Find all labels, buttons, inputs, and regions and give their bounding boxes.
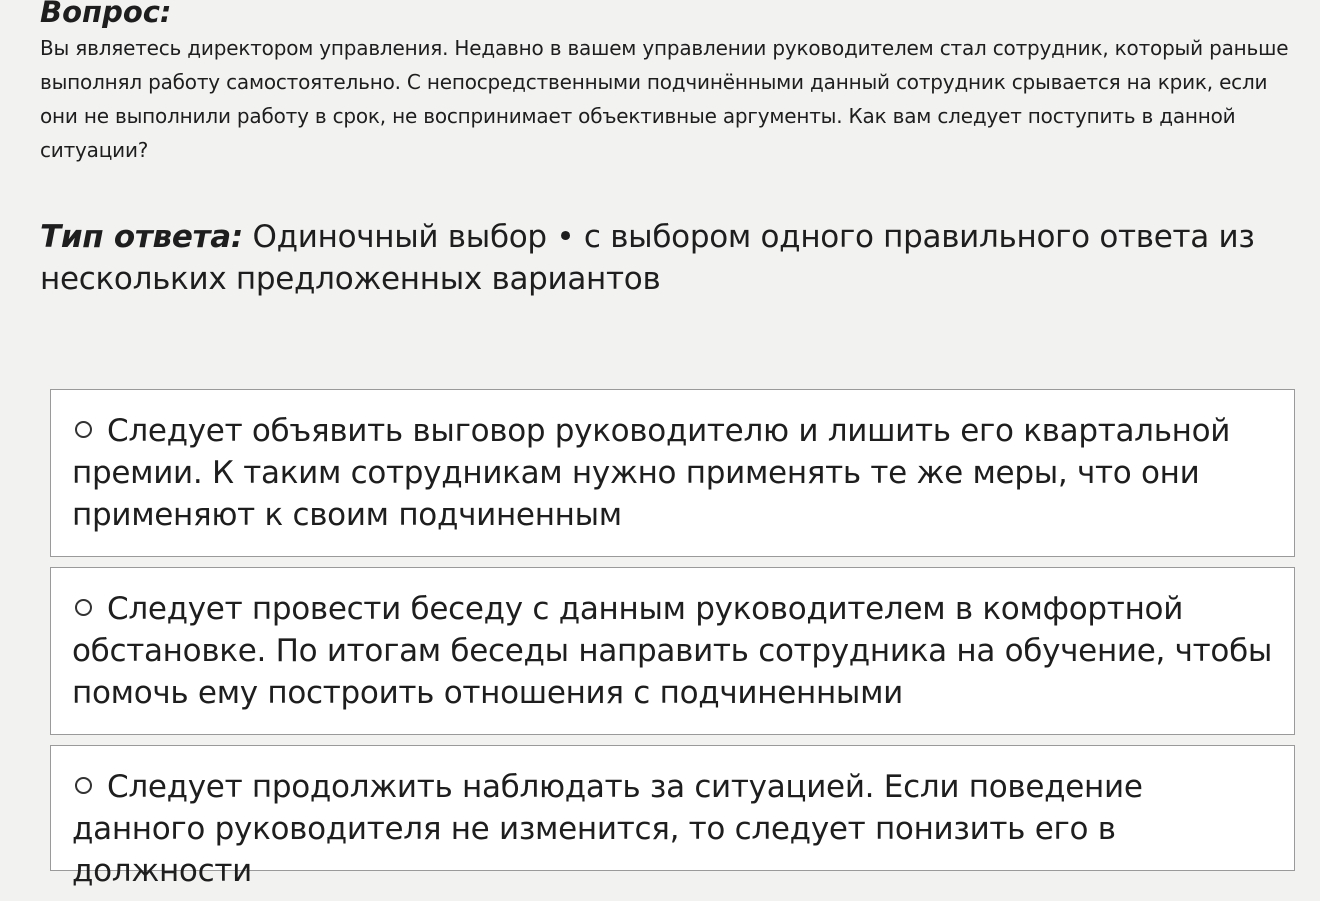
answer-option-2[interactable] — [50, 567, 1295, 735]
answer-type-value: Одиночный выбор • с выбором одного правильного ответа из нескольких предложенных вариантов — [40, 219, 1255, 297]
answer-type-label: Тип ответа: — [40, 219, 243, 255]
answer-option-text: Следует провести беседу с данным руководителем в комфортной обстановке. По итогам беседы направить сотрудника на обучение, чтобы помочь ему построить отношения с подчиненными — [72, 591, 1273, 711]
answer-option-text: Следует продолжить наблюдать за ситуацией. Если поведение данного руководителя не изменится, то следует понизить его в должности — [72, 769, 1143, 889]
radio-button-icon[interactable] — [75, 599, 92, 616]
question-text: Вы являетесь директором управления. Недавно в вашем управлении руководителем стал сотрудник, который раньше выполнял работу самостоятельно. С непосредственными подчинёнными данный сотрудник срывается на крик, если они не выполнили работу в срок, не воспринимает объективные аргументы. Как вам следует поступить в данной ситуации? — [40, 36, 1289, 162]
question-heading: Вопрос: — [40, 0, 172, 29]
radio-button-icon[interactable] — [75, 777, 92, 794]
answer-option-text: Следует объявить выговор руководителю и лишить его квартальной премии. К таким сотрудникам нужно применять те же меры, что они применяют к своим подчиненным — [72, 413, 1231, 533]
radio-button-icon[interactable] — [75, 421, 92, 438]
answer-option-3[interactable] — [50, 745, 1295, 889]
answer-option-1[interactable] — [50, 389, 1295, 557]
answer-type — [40, 216, 1290, 300]
